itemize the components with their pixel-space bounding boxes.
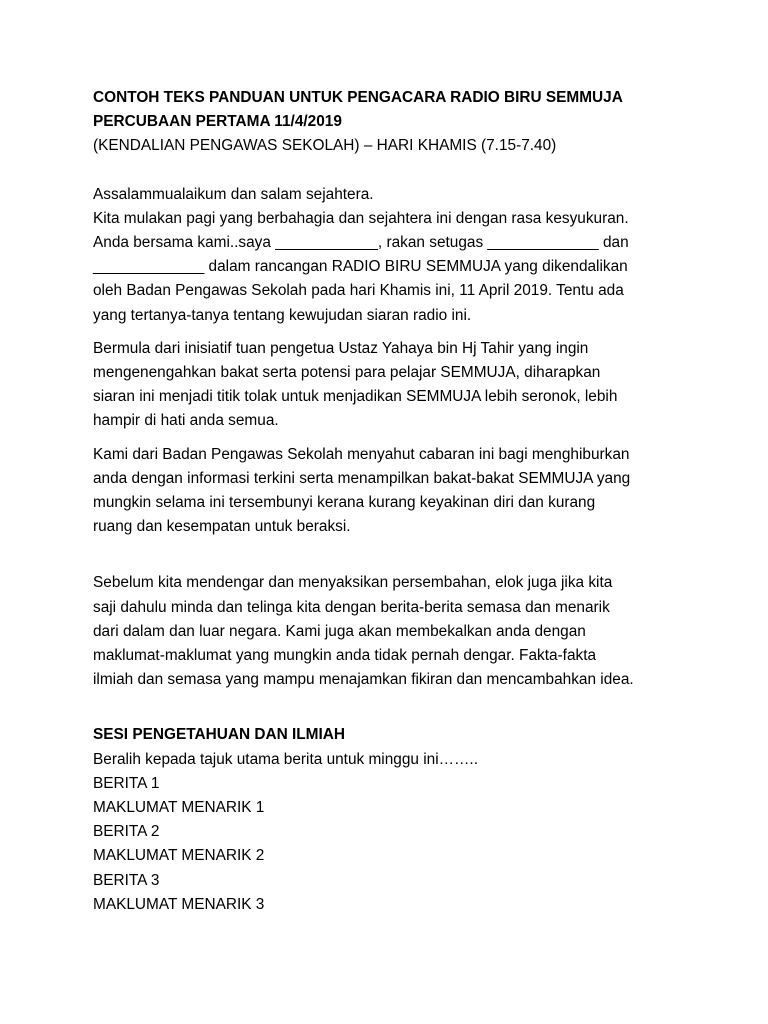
paragraph-news-intro	[93, 571, 683, 692]
spacer	[93, 692, 683, 723]
paragraph-initiative	[93, 337, 683, 434]
paragraph-line: Kita mulakan pagi yang berbahagia dan sejahtera ini dengan rasa kesyukuran.	[93, 209, 629, 227]
section-intro: Beralih kepada tajuk utama berita untuk minggu ini……..	[93, 750, 478, 768]
paragraph-line: dari dalam dan luar negara. Kami juga akan membekalkan anda dengan	[93, 622, 586, 640]
document-title-line-1: CONTOH TEKS PANDUAN UNTUK PENGACARA RADIO BIRU SEMMUJA	[93, 89, 623, 106]
paragraph-line: oleh Badan Pengawas Sekolah pada hari Khamis ini, 11 April 2019. Tentu ada	[93, 282, 624, 300]
paragraph-line: Bermula dari inisiatif tuan pengetua Ustaz Yahaya bin Hj Tahir yang ingin	[93, 339, 589, 357]
paragraph-line: Anda bersama kami..saya ____________, rakan setugas _____________ dan	[93, 234, 629, 252]
paragraph-prefects	[93, 443, 683, 540]
paragraph-line: siaran ini menjadi titik tolak untuk menjadikan SEMMUJA lebih seronok, lebih	[93, 388, 618, 406]
paragraph-line: _____________ dalam rancangan RADIO BIRU SEMMUJA yang dikendalikan	[93, 258, 628, 276]
paragraph-line: saji dahulu minda dan telinga kita dengan berita-berita semasa dan menarik	[93, 598, 610, 616]
list-item: MAKLUMAT MENARIK 3	[93, 895, 265, 913]
spacer	[93, 328, 683, 337]
paragraph-line: Sebelum kita mendengar dan menyaksikan persembahan, elok juga jika kita	[93, 574, 613, 592]
spacer	[93, 539, 683, 571]
spacer	[93, 434, 683, 443]
section-knowledge	[93, 723, 683, 917]
paragraph-line: Kami dari Badan Pengawas Sekolah menyahut cabaran ini bagi menghiburkan	[93, 445, 630, 463]
paragraph-line: ruang dan kesempatan untuk beraksi.	[93, 518, 351, 536]
list-item: BERITA 3	[93, 871, 160, 889]
document-title-line-2: PERCUBAAN PERTAMA 11/4/2019	[93, 113, 342, 131]
paragraph-line: anda dengan informasi terkini serta menampilkan bakat-bakat SEMMUJA yang	[93, 469, 631, 487]
paragraph-line: Assalammualaikum dan salam sejahtera.	[93, 185, 374, 203]
document-subtitle: (KENDALIAN PENGAWAS SEKOLAH) – HARI KHAMIS (7.15-7.40)	[93, 137, 557, 155]
section-heading: SESI PENGETAHUAN DAN ILMIAH	[93, 726, 345, 744]
list-item: MAKLUMAT MENARIK 1	[93, 799, 265, 817]
paragraph-line: maklumat-maklumat yang mungkin anda tidak pernah dengar. Fakta-fakta	[93, 647, 597, 665]
paragraph-line: hampir di hati anda semua.	[93, 412, 279, 430]
list-item: MAKLUMAT MENARIK 2	[93, 847, 265, 865]
paragraph-line: ilmiah dan semasa yang mampu menajamkan fikiran dan mencambahkan idea.	[93, 671, 634, 689]
spacer	[93, 159, 683, 183]
paragraph-line: mengenengahkan bakat serta potensi para pelajar SEMMUJA, diharapkan	[93, 364, 601, 382]
list-item: BERITA 1	[93, 774, 160, 792]
paragraph-line: yang tertanya-tanya tentang kewujudan siaran radio ini.	[93, 306, 472, 324]
paragraph-greeting	[93, 183, 683, 328]
paragraph-line: mungkin selama ini tersembunyi kerana kurang keyakinan diri dan kurang	[93, 494, 596, 512]
document-body	[93, 86, 683, 917]
list-item: BERITA 2	[93, 823, 160, 841]
